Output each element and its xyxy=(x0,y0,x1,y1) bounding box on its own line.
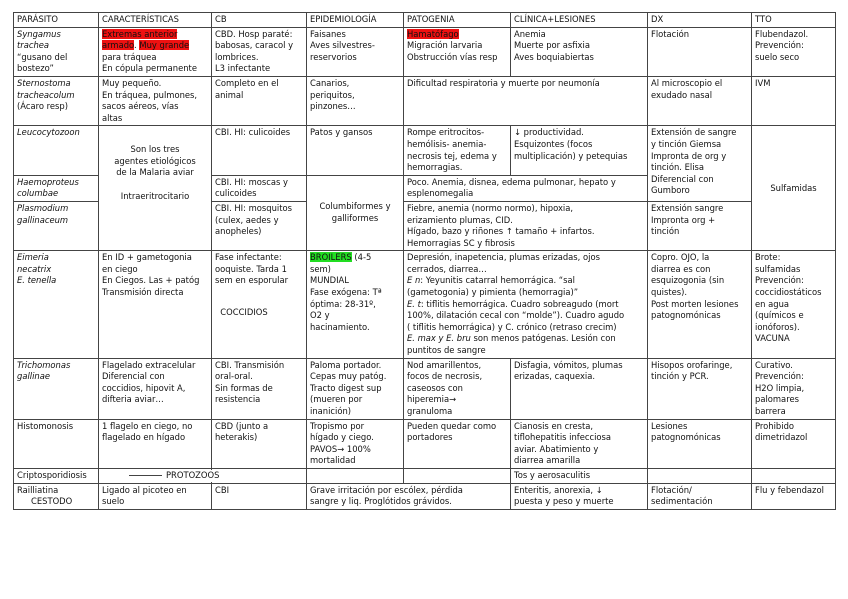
haemo-cb-2: culicoides xyxy=(215,188,257,199)
sternostoma-epi xyxy=(307,76,404,125)
plasmo-name-2: gallinaceum xyxy=(17,214,69,225)
cripto-tto xyxy=(752,468,836,483)
plasmo-parasito xyxy=(14,201,99,250)
eimeria-name-1: Eimeria xyxy=(17,252,49,263)
sternostoma-acaro: (Ácaro resp) xyxy=(17,101,68,112)
sternostoma-car-1: Muy pequeño. xyxy=(102,77,162,88)
leuco-cli-3: multiplicación) y petequias xyxy=(514,150,628,161)
tricho-pat-3: caseosos con xyxy=(407,382,463,393)
eimeria-car-3: En Ciegos. Las + patóg xyxy=(102,275,200,286)
plasmo-cb-1: CBI. HI: mosquitos xyxy=(215,202,293,213)
tricho-epi-4: (mueren por xyxy=(310,394,363,405)
malaria-car-spacer xyxy=(102,203,208,233)
histo-pat-1: Pueden quedar como xyxy=(407,420,497,431)
eimeria-dx-2: diarrea es con xyxy=(651,263,711,274)
eimeria-epi-2: MUNDIAL xyxy=(310,275,349,286)
plasmo-dx-1: Extensión sangre xyxy=(651,202,724,213)
syngamus-highlight-armado: Extremas anterior armado xyxy=(102,28,178,51)
eimeria-en-text: : Yeyunitis catarral hemorrágica. “sal xyxy=(420,275,575,286)
eimeria-epi-5: O2 y xyxy=(310,310,330,321)
leuco-epi: Patos y gansos xyxy=(307,126,404,175)
eimeria-em-text: son menos patógenas. Lesión con xyxy=(470,333,616,344)
syngamus-cli-2: Muerte por asfixia xyxy=(514,40,590,51)
eimeria-pat-1: Depresión, inapetencia, plumas erizadas, ojos xyxy=(407,252,600,263)
eimeria-cb-3: sem en esporular xyxy=(215,275,289,286)
eimeria-parasito xyxy=(14,251,99,358)
eimeria-tto-5: en agua xyxy=(755,298,790,309)
tricho-tto xyxy=(752,358,836,419)
leuco-pat-1: Rompe eritrocitos- xyxy=(407,127,485,138)
syngamus-highlight-hamatofago: Hamatófago xyxy=(407,28,459,39)
sternostoma-dx-2: exudado nasal xyxy=(651,89,713,100)
histo-car xyxy=(99,419,212,468)
histo-epi xyxy=(307,419,404,468)
malaria-car-3: de la Malaria aviar xyxy=(116,167,194,178)
syngamus-highlight-grande: Muy grande xyxy=(139,40,190,51)
plasmo-pat-4: Hemorragias SC y fibrosis xyxy=(407,237,515,248)
eimeria-car-1: En ID + gametogonia xyxy=(102,252,192,263)
eimeria-tto-3: Prevención: xyxy=(755,275,804,286)
tricho-tto-1: Curativo. xyxy=(755,359,793,370)
eimeria-pat-em xyxy=(407,333,644,345)
raillie-dx-2: sedimentación xyxy=(651,496,713,507)
raillie-car-2: suelo xyxy=(102,496,125,507)
sternostoma-car-3: sacos aéreos, vías xyxy=(102,101,179,112)
syngamus-pat xyxy=(404,27,511,76)
plasmo-name-1: Plasmodium xyxy=(17,202,69,213)
tricho-name-2: gallinae xyxy=(17,371,51,382)
tricho-cb xyxy=(212,358,307,419)
histo-dx-2: patognomónicas xyxy=(651,432,721,443)
syngamus-epi xyxy=(307,27,404,76)
histo-tto-2: dimetridazol xyxy=(755,432,808,443)
eimeria-tto-6: (químicos e xyxy=(755,310,804,321)
haemo-epi-1: Columbiformes y xyxy=(319,201,391,212)
header-tto: TTO xyxy=(752,13,836,28)
cripto-parasito: Criptosporidiosis xyxy=(14,468,99,483)
eimeria-tto-2: sulfamidas xyxy=(755,263,801,274)
syngamus-name-2: trachea xyxy=(17,40,50,51)
header-patogenia: PATOGENIA xyxy=(404,13,511,28)
syngamus-cli-1: Anemia xyxy=(514,28,546,39)
syngamus-epi-2: Aves silvestres- xyxy=(310,40,375,51)
tricho-name-1: Trichomonas xyxy=(17,359,71,370)
leuco-cli-1: ↓ productividad. xyxy=(514,127,584,138)
eimeria-car-4: Transmisión directa xyxy=(102,287,184,298)
row-eimeria xyxy=(14,251,836,358)
leuco-pat-2: hemólisis- anemia- xyxy=(407,138,487,149)
header-clinica: CLÍNICA+LESIONES xyxy=(511,13,648,28)
sternostoma-cb-2: animal xyxy=(215,89,244,100)
row-syngamus xyxy=(14,27,836,76)
syngamus-common-2: bostezo” xyxy=(17,63,54,74)
eimeria-tto-7: ionóforos). xyxy=(755,321,800,332)
leuco-dx-1: Extensión de sangre xyxy=(651,127,737,138)
haemo-pat xyxy=(404,175,648,201)
raillie-dx xyxy=(648,483,752,509)
tricho-dx-2: tinción y PCR. xyxy=(651,371,709,382)
haemo-pat-2: esplenomegalia xyxy=(407,188,474,199)
sternostoma-epi-2: periquitos, xyxy=(310,89,355,100)
row-raillietina xyxy=(14,483,836,509)
malaria-car-2: agentes etiológicos xyxy=(114,155,196,166)
haemo-dx-2: Gumboro xyxy=(651,185,690,196)
eimeria-pat-et-2: 100%, dilatación cecal con “molde”). Cuadro agudo xyxy=(407,310,625,321)
sternostoma-cb xyxy=(212,76,307,125)
eimeria-pat-et-3: ( tiflitis hemorrágica) y C. crónico (retraso crecim) xyxy=(407,321,617,332)
eimeria-epi-3: Fase exógena: Tª xyxy=(310,287,382,298)
sternostoma-car xyxy=(99,76,212,125)
syngamus-pat-1: Migración larvaria xyxy=(407,40,483,51)
syngamus-epi-1: Faisanes xyxy=(310,28,346,39)
tricho-pat-5: granuloma xyxy=(407,406,453,416)
tricho-tto-2: Prevención: xyxy=(755,371,804,382)
plasmo-dx xyxy=(648,201,752,250)
eimeria-epi-4: óptima: 28-31º, xyxy=(310,298,376,309)
eimeria-em-label: E. max y E. bru xyxy=(407,333,471,344)
tricho-epi xyxy=(307,358,404,419)
syngamus-tto-3: suelo seco xyxy=(755,51,800,62)
tricho-car-3: coccidios, hipovit A, xyxy=(102,382,186,393)
tricho-cli-2: erizadas, caquexia. xyxy=(514,371,596,382)
haemo-pat-1: Poco. Anemia, disnea, edema pulmonar, hepato y xyxy=(407,176,616,187)
histo-cb-2: heterakis) xyxy=(215,432,258,443)
raillie-cb: CBI xyxy=(212,483,307,509)
sternostoma-epi-1: Canarios, xyxy=(310,77,350,88)
histo-car-1: 1 flagelo en ciego, no xyxy=(102,420,193,431)
haemo-cb xyxy=(212,175,307,201)
eimeria-epi xyxy=(307,251,404,358)
eimeria-tto-1: Brote: xyxy=(755,252,781,263)
syngamus-car-1: para tráquea xyxy=(102,51,157,62)
syngamus-epi-3: reservorios xyxy=(310,51,357,62)
sternostoma-name-1: Sternostoma xyxy=(17,77,71,88)
histo-pat-2: portadores xyxy=(407,432,453,443)
plasmo-pat-3: Hígado, bazo y riñones ↑ tamaño + infartos. xyxy=(407,226,595,237)
eimeria-epi-6: hacinamiento. xyxy=(310,321,370,332)
tricho-cb-1: CBI. Transmisión xyxy=(215,359,285,370)
eimeria-cb xyxy=(212,251,307,358)
syngamus-pat-2: Obstrucción vías resp xyxy=(407,51,498,62)
leuco-pat-4: hemorragias. xyxy=(407,162,463,173)
plasmo-cb xyxy=(212,201,307,250)
raillie-cli xyxy=(511,483,648,509)
raillie-tto: Flu y febendazol xyxy=(752,483,836,509)
eimeria-et-text: : tiflitis hemorrágica. Cuadro sobreagudo (mort xyxy=(420,298,619,309)
cripto-pat xyxy=(404,468,511,483)
tricho-pat-4: hiperemia→ xyxy=(407,394,457,405)
eimeria-car xyxy=(99,251,212,358)
plasmo-cb-2: (culex, aedes y xyxy=(215,214,279,225)
raillie-pat-2: sangre y liq. Proglótidos grávidos. xyxy=(310,496,452,507)
histo-epi-4: mortalidad xyxy=(310,455,356,466)
syngamus-parasito xyxy=(14,27,99,76)
eimeria-cb-2: ooquiste. Tarda 1 xyxy=(215,263,287,274)
cripto-epi xyxy=(307,468,404,483)
eimeria-dx-5: Post morten lesiones xyxy=(651,298,739,309)
eimeria-dx-3: esquizogonia (sin xyxy=(651,275,725,286)
cripto-dx xyxy=(648,468,752,483)
eimeria-tto-8: VACUNA xyxy=(755,333,790,344)
haemo-epi-2: galliformes xyxy=(331,213,379,223)
plasmo-dx-3: tinción xyxy=(651,226,680,237)
sternostoma-car-4: altas xyxy=(102,112,123,123)
syngamus-cli xyxy=(511,27,648,76)
syngamus-cb-2: babosas, caracol y xyxy=(215,40,294,51)
tricho-epi-3: Tracto digest sup xyxy=(310,382,382,393)
tricho-tto-5: barrera xyxy=(755,406,786,416)
sternostoma-car-2: En tráquea, pulmones, xyxy=(102,89,198,100)
syngamus-dot: . xyxy=(134,40,137,51)
raillie-cli-2: puesta y peso y muerte xyxy=(514,496,614,507)
syngamus-dx: Flotación xyxy=(648,27,752,76)
syngamus-cb xyxy=(212,27,307,76)
row-histomonosis xyxy=(14,419,836,468)
leuco-parasito: Leucocytozoon xyxy=(14,126,99,175)
syngamus-tto xyxy=(752,27,836,76)
plasmo-pat-2: erizamiento plumas, CID. xyxy=(407,214,513,225)
eimeria-pat xyxy=(404,251,648,358)
tricho-cb-4: resistencia xyxy=(215,394,261,405)
sternostoma-tto: IVM xyxy=(752,76,836,125)
syngamus-cb-1: CBD. Hosp paraté: xyxy=(215,28,293,39)
sternostoma-pat: Dificultad respiratoria y muerte por neumonía xyxy=(404,76,648,125)
row-criptosporidiosis xyxy=(14,468,836,483)
raillie-dx-1: Flotación/ xyxy=(651,484,692,495)
tricho-pat-1: Nod amarillentos, xyxy=(407,359,482,370)
eimeria-cb-1: Fase infectante: xyxy=(215,252,282,263)
plasmo-pat-1: Fiebre, anemia (normo normo), hipoxia, xyxy=(407,202,574,213)
header-cb: CB xyxy=(212,13,307,28)
leuco-cb: CBI. HI: culicoides xyxy=(212,126,307,175)
malaria-car xyxy=(99,126,212,251)
histo-cli-2: tiflohepatitis infecciosa xyxy=(514,432,612,443)
header-caracteristicas: CARACTERÍSTICAS xyxy=(99,13,212,28)
eimeria-dx-4: quistes). xyxy=(651,287,688,298)
eimeria-et-label: E. t xyxy=(407,298,421,309)
leuco-dx-4: tinción. Elisa xyxy=(651,162,705,173)
parasite-table-wrapper xyxy=(13,12,835,510)
eimeria-car-2: en ciego xyxy=(102,263,138,274)
tricho-epi-2: Cepas muy patóg. xyxy=(310,371,387,382)
raillie-car-1: Ligado al picoteo en xyxy=(102,484,187,495)
leuco-dx-3: Impronta de org y xyxy=(651,150,727,161)
tricho-epi-5: inanición) xyxy=(310,406,352,416)
tricho-pat xyxy=(404,358,511,419)
eimeria-dx-1: Copro. OJO, la xyxy=(651,252,710,263)
tricho-dx-1: Hisopos orofaringe, xyxy=(651,359,733,370)
histo-parasito: Histomonosis xyxy=(14,419,99,468)
syngamus-tto-2: Prevención: xyxy=(755,40,804,51)
leuco-pat-3: necrosis tej, edema y xyxy=(407,150,497,161)
eimeria-pat-em-2: puntitos de sangre xyxy=(407,345,486,356)
protozoos-text: PROTOZOOS xyxy=(162,470,223,482)
histo-epi-2: hígado y ciego. xyxy=(310,432,374,443)
eimeria-pat-en-2: (gametogonia) y pimienta (hemorragia)” xyxy=(407,287,579,298)
header-row xyxy=(14,13,836,28)
eimeria-pat-et xyxy=(407,299,644,311)
haemo-plasmo-epi xyxy=(307,175,404,251)
eimeria-pat-en xyxy=(407,275,644,287)
raillie-name: Railliatina xyxy=(17,484,59,495)
raillie-parasito xyxy=(14,483,99,509)
syngamus-name-1: Syngamus xyxy=(17,28,61,39)
eimeria-name-3: E. tenella xyxy=(17,275,57,286)
tricho-car-1: Flagelado extracelular xyxy=(102,359,196,370)
tricho-cb-2: oral-oral. xyxy=(215,371,253,382)
header-epidemiologia: EPIDEMIOLOGÍA xyxy=(307,13,404,28)
tricho-pat-2: focos de necrosis, xyxy=(407,371,483,382)
leuco-dx-2: y tinción Giemsa xyxy=(651,138,722,149)
histo-pat xyxy=(404,419,511,468)
row-leucocytozoon xyxy=(14,126,836,175)
syngamus-common-1: “gusano del xyxy=(17,51,68,62)
syngamus-caracteristicas xyxy=(99,27,212,76)
sternostoma-parasito xyxy=(14,76,99,125)
syngamus-cli-3: Aves boquiabiertas xyxy=(514,51,594,62)
histo-cli xyxy=(511,419,648,468)
haemo-name-2: columbae xyxy=(17,188,59,199)
sternostoma-cb-1: Completo en el xyxy=(215,77,279,88)
cripto-cb xyxy=(212,468,307,483)
parasite-table xyxy=(13,12,836,510)
haemo-dx-1: Diferencial con xyxy=(651,173,714,184)
sternostoma-name-2: tracheacolum xyxy=(17,89,75,100)
cripto-cli: Tos y aerosaculitis xyxy=(511,468,648,483)
header-dx: DX xyxy=(648,13,752,28)
sternostoma-dx-1: Al microscopio el xyxy=(651,77,723,88)
raillie-cestodo: CESTODO xyxy=(31,496,73,507)
tricho-cli xyxy=(511,358,648,419)
tricho-epi-1: Paloma portador. xyxy=(310,359,382,370)
eimeria-en-label: E n xyxy=(407,275,421,286)
tricho-car xyxy=(99,358,212,419)
histo-epi-1: Tropismo por xyxy=(310,420,365,431)
histo-cli-4: diarrea amarilla xyxy=(514,455,581,466)
tricho-parasito xyxy=(14,358,99,419)
tricho-car-2: Diferencial con xyxy=(102,371,165,382)
histo-epi-3: PAVOS→ 100% xyxy=(310,443,371,454)
histo-tto xyxy=(752,419,836,468)
eimeria-epi-weeks: (4-5 xyxy=(351,252,372,263)
tricho-dx xyxy=(648,358,752,419)
header-parasito: PARÁSITO xyxy=(14,13,99,28)
sternostoma-dx xyxy=(648,76,752,125)
raillie-car xyxy=(99,483,212,509)
histo-dx xyxy=(648,419,752,468)
row-trichomonas xyxy=(14,358,836,419)
tricho-tto-4: palomares xyxy=(755,394,799,405)
eimeria-broilers-highlight: BROILERS xyxy=(310,252,352,263)
eimeria-tto-4: coccidiostáticos xyxy=(755,287,822,298)
raillie-pat-1: Grave irritación por escólex, pérdida xyxy=(310,484,463,495)
histo-dx-1: Lesiones xyxy=(651,420,688,431)
histo-car-2: flagelado en hígado xyxy=(102,432,186,443)
haemo-name-1: Haemoproteus xyxy=(17,176,79,187)
eimeria-name-2: necatrix xyxy=(17,263,52,274)
row-sternostoma xyxy=(14,76,836,125)
malaria-car-1: Son los tres xyxy=(130,144,180,155)
leuco-haemo-dx xyxy=(648,126,752,202)
raillie-epi-pat xyxy=(307,483,511,509)
raillie-cli-1: Enteritis, anorexia, ↓ xyxy=(514,484,603,495)
eimeria-pat-2: cerrados, diarrea… xyxy=(407,263,487,274)
protozoos-group-label xyxy=(99,468,220,483)
histo-cb xyxy=(212,419,307,468)
leuco-cli xyxy=(511,126,648,175)
tricho-cb-3: Sin formas de xyxy=(215,382,273,393)
coccidios-label: COCCIDIOS xyxy=(220,307,268,318)
leuco-cli-2: Esquizontes (focos xyxy=(514,138,593,149)
histo-cli-1: Cianosis en cresta, xyxy=(514,420,594,431)
malaria-car-intra: Intraeritrocitario xyxy=(120,190,190,201)
plasmo-cb-3: anopheles) xyxy=(215,226,262,237)
histo-tto-1: Prohibido xyxy=(755,420,795,431)
syngamus-cb-3: lombrices. xyxy=(215,51,259,62)
eimeria-dx xyxy=(648,251,752,358)
malaria-tto: Sulfamidas xyxy=(752,126,836,251)
tricho-car-4: difteria aviar… xyxy=(102,394,164,405)
eimeria-epi-1: sem) xyxy=(310,263,331,274)
eimeria-dx-6: patognomónicas xyxy=(651,310,721,321)
sternostoma-epi-3: pinzones… xyxy=(310,101,356,112)
histo-cb-1: CBD (junto a xyxy=(215,420,269,431)
plasmo-dx-2: Impronta org + xyxy=(651,214,716,225)
histo-cli-3: aviar. Abatimiento y xyxy=(514,443,599,454)
syngamus-cb-4: L3 infectante xyxy=(215,63,271,74)
eimeria-tto xyxy=(752,251,836,358)
haemo-parasito xyxy=(14,175,99,201)
haemo-cb-1: CBI. HI: moscas y xyxy=(215,176,289,187)
tricho-cli-1: Disfagia, vómitos, plumas xyxy=(514,359,623,370)
syngamus-car-2: En cópula permanente xyxy=(102,63,197,74)
syngamus-tto-1: Flubendazol. xyxy=(755,28,809,39)
tricho-tto-3: H2O limpia, xyxy=(755,382,805,393)
leuco-pat xyxy=(404,126,511,175)
plasmo-pat xyxy=(404,201,648,250)
